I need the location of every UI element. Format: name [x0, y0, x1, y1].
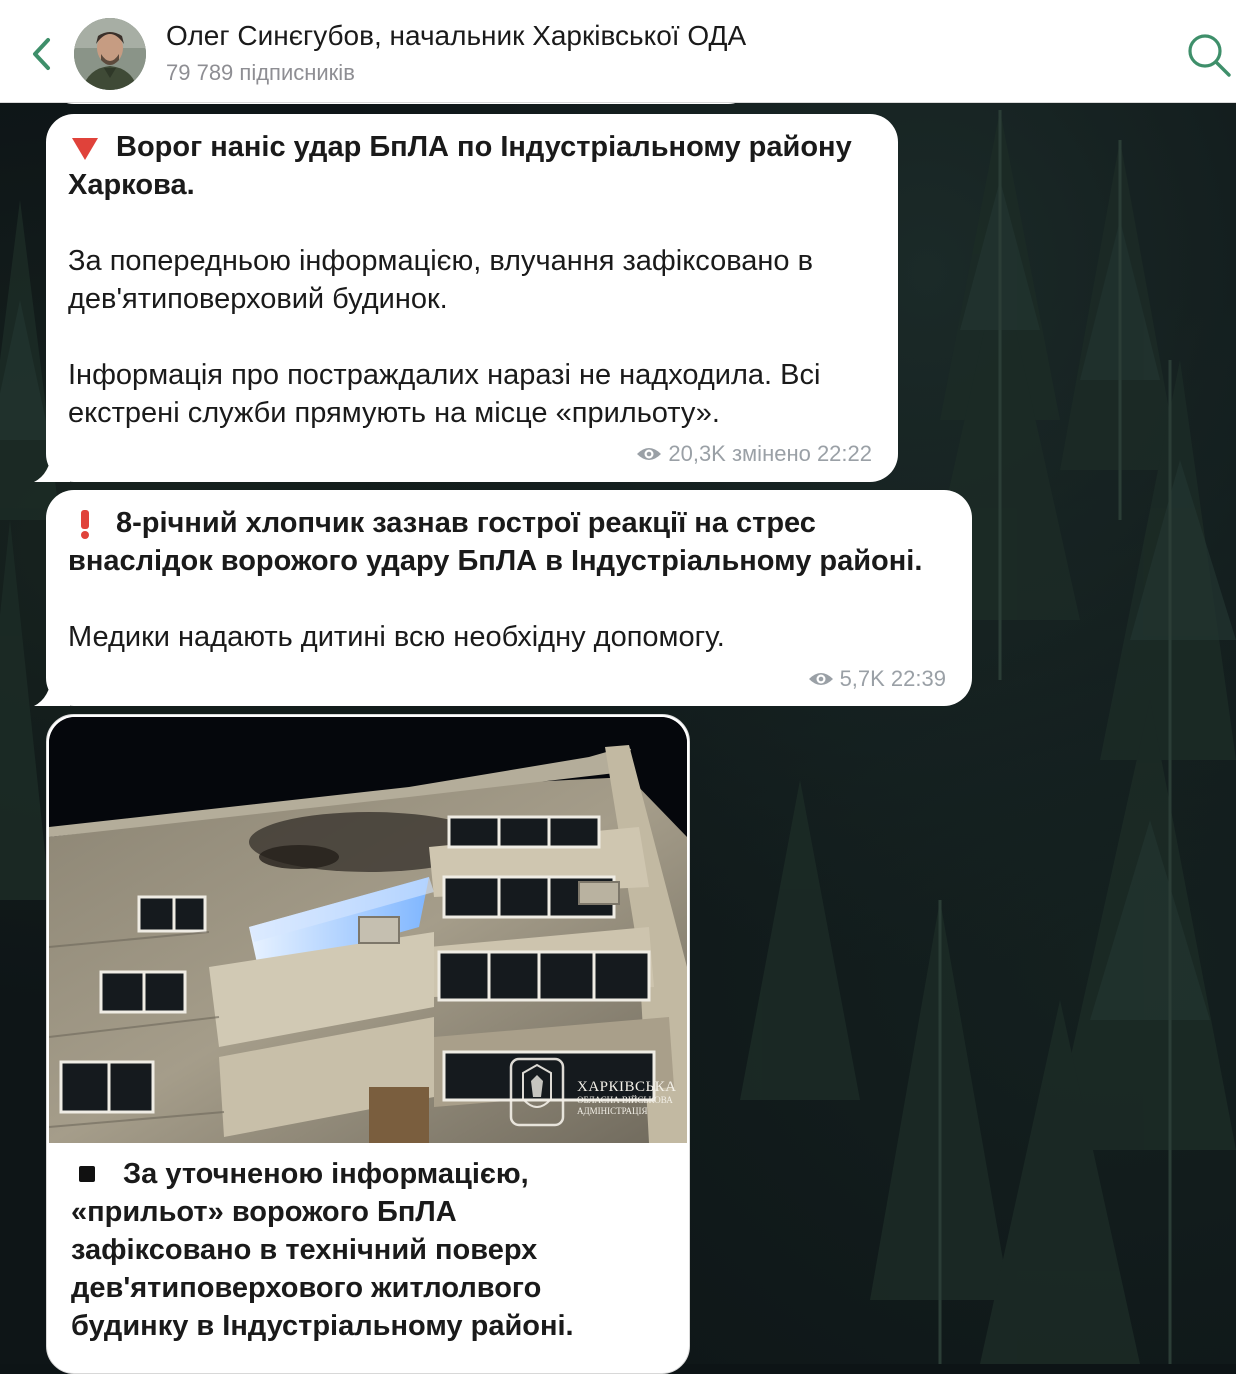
message-meta [808, 666, 946, 692]
paragraph-line: дев'ятиповерховий будинок. [68, 283, 448, 315]
message-text [68, 128, 874, 432]
message-paragraph [68, 618, 948, 656]
paragraph-line: Інформація про постраждалих наразі не надходила. Всі [68, 359, 821, 391]
message-heading [68, 504, 948, 580]
heading-line: зафіксовано в технічний поверх [71, 1234, 538, 1266]
heading-line: 8-річний хлопчик зазнав гострої реакції на стрес [116, 507, 816, 539]
heading-line: Ворог наніс удар БпЛА по Індустріальному району [116, 131, 852, 163]
views-and-time: 20,3K змінено 22:22 [668, 441, 872, 466]
heading-line: За уточненою інформацією, [123, 1158, 529, 1190]
heading-line: дев'ятиповерхового житлолвого [71, 1272, 542, 1304]
message-text [71, 1155, 681, 1345]
watermark-title: ХАРКІВСЬКА [577, 1079, 677, 1095]
message-paragraph [68, 356, 874, 432]
message-heading [68, 128, 874, 204]
watermark-subtitle: ОБЛАСНА ВІЙСЬКОВА [577, 1095, 673, 1105]
chevron-left-icon[interactable] [28, 34, 58, 74]
watermark-subtitle: АДМІНІСТРАЦІЯ [577, 1106, 648, 1116]
red-exclamation-icon [68, 508, 102, 540]
paragraph-line: За попередньою інформацією, влучання зафіксовано в [68, 245, 814, 277]
message-bubble-photo[interactable] [46, 714, 690, 1374]
avatar[interactable] [74, 18, 146, 90]
message-heading [71, 1155, 681, 1345]
heading-line: Харкова. [68, 169, 195, 201]
views-eye-icon [808, 670, 834, 688]
message-paragraph [68, 242, 874, 318]
red-triangle-down-icon [68, 133, 102, 163]
heading-line: внаслідок ворожого удару БпЛА в Індустріальному районі. [68, 545, 923, 577]
heading-line: «прильот» ворожого БпЛА [71, 1196, 457, 1228]
search-icon[interactable] [1186, 32, 1232, 78]
views-eye-icon [636, 445, 662, 463]
black-square-icon [71, 1162, 105, 1188]
message-bubble[interactable] [46, 490, 972, 706]
message-photo[interactable] [49, 717, 687, 1143]
message-meta [636, 441, 872, 467]
message-text [68, 504, 948, 656]
paragraph-line: екстрені служби прямують на місце «прильоту». [68, 397, 720, 429]
heading-line: будинку в Індустріальному районі. [71, 1310, 574, 1342]
paragraph-line: Медики надають дитині всю необхідну допомогу. [68, 621, 725, 653]
subscriber-count: 79 789 підписників [166, 60, 355, 85]
views-and-time: 5,7K 22:39 [839, 666, 946, 691]
avatar-photo [74, 18, 146, 90]
chat-header [0, 0, 1236, 103]
watermark-text [577, 1079, 676, 1117]
message-bubble[interactable] [46, 114, 898, 482]
channel-title[interactable]: Олег Синєгубов, начальник Харківської ОДА [166, 20, 747, 51]
